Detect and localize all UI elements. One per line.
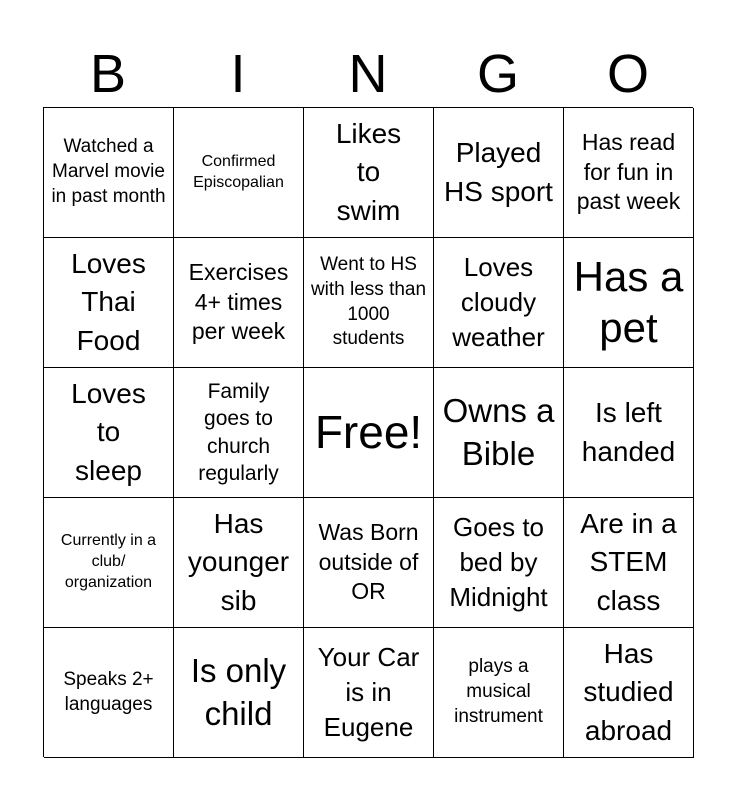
bingo-cell-played-hs-sport[interactable]: Played HS sport xyxy=(434,108,564,238)
bingo-cell-studied-abroad[interactable]: Has studied abroad xyxy=(564,628,694,758)
bingo-cell-club-organization[interactable]: Currently in a club/ organization xyxy=(44,498,174,628)
bingo-header xyxy=(43,40,693,108)
header-letter-o: O xyxy=(606,44,649,104)
bingo-cell-left-handed[interactable]: Is left handed xyxy=(564,368,694,498)
bingo-cell-bed-by-midnight[interactable]: Goes to bed by Midnight xyxy=(434,498,564,628)
bingo-cell-hs-less-than-1000[interactable]: Went to HS with less than 1000 students xyxy=(304,238,434,368)
bingo-cell-born-outside-or[interactable]: Was Born outside of OR xyxy=(304,498,434,628)
header-letter-b: B xyxy=(89,44,127,104)
header-letter-g: G xyxy=(476,44,519,104)
bingo-cell-owns-a-bible[interactable]: Owns a Bible xyxy=(434,368,564,498)
bingo-card-grid xyxy=(43,107,693,757)
bingo-cell-loves-to-sleep[interactable]: Loves to sleep xyxy=(44,368,174,498)
bingo-cell-loves-cloudy-weather[interactable]: Loves cloudy weather xyxy=(434,238,564,368)
header-letter-n: N xyxy=(348,44,388,104)
bingo-cell-likes-to-swim[interactable]: Likes to swim xyxy=(304,108,434,238)
bingo-cell-speaks-languages[interactable]: Speaks 2+ languages xyxy=(44,628,174,758)
bingo-cell-younger-sib[interactable]: Has younger sib xyxy=(174,498,304,628)
bingo-cell-family-church[interactable]: Family goes to church regularly xyxy=(174,368,304,498)
bingo-cell-confirmed-episcopalian[interactable]: Confirmed Episcopalian xyxy=(174,108,304,238)
bingo-cell-exercises[interactable]: Exercises 4+ times per week xyxy=(174,238,304,368)
bingo-cell-free-space[interactable]: Free! xyxy=(304,368,434,498)
bingo-cell-musical-instrument[interactable]: plays a musical instrument xyxy=(434,628,564,758)
bingo-cell-read-for-fun[interactable]: Has read for fun in past week xyxy=(564,108,694,238)
bingo-cell-has-a-pet[interactable]: Has a pet xyxy=(564,238,694,368)
bingo-cell-only-child[interactable]: Is only child xyxy=(174,628,304,758)
header-letter-i: I xyxy=(230,44,246,104)
bingo-cell-stem-class[interactable]: Are in a STEM class xyxy=(564,498,694,628)
bingo-cell-car-in-eugene[interactable]: Your Car is in Eugene xyxy=(304,628,434,758)
bingo-cell-loves-thai-food[interactable]: Loves Thai Food xyxy=(44,238,174,368)
bingo-cell-marvel-movie[interactable]: Watched a Marvel movie in past month xyxy=(44,108,174,238)
